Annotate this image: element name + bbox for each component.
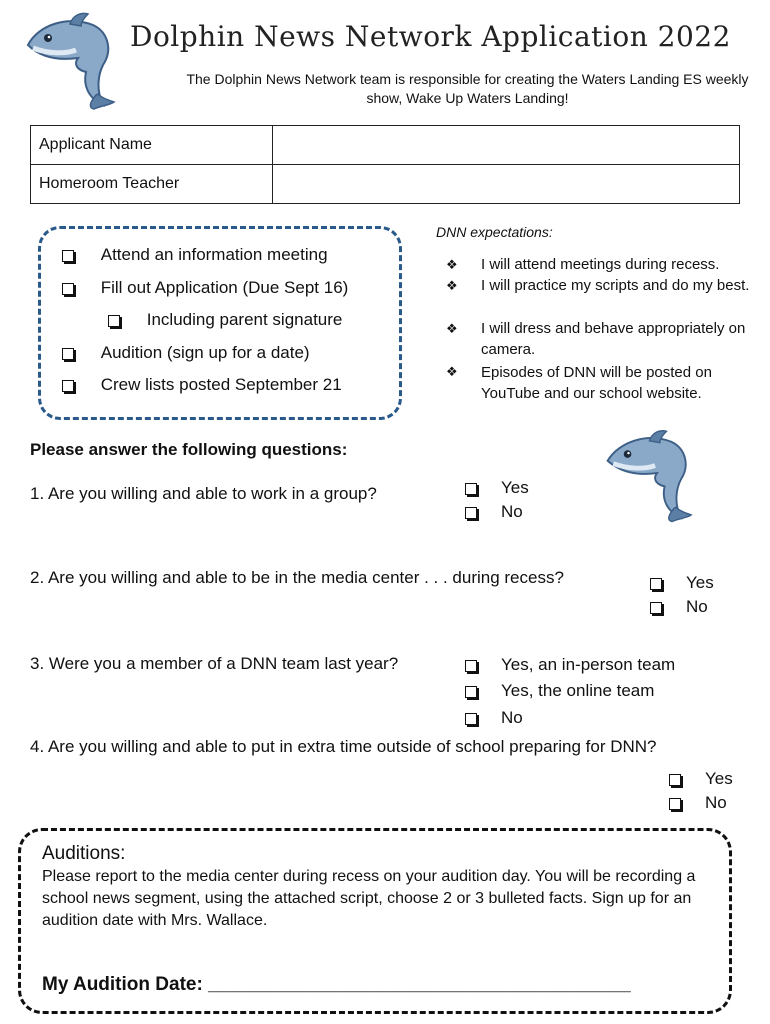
diamond-bullet-icon: ❖ xyxy=(446,364,458,379)
applicant-name-field[interactable] xyxy=(273,126,740,165)
checklist-label: Fill out Application (Due Sept 16) xyxy=(100,278,349,297)
question-4: 4. Are you willing and able to put in extra time outside of school preparing for DNN? xyxy=(30,737,657,756)
checkbox-icon[interactable] xyxy=(62,380,74,392)
expectation-item: I will practice my scripts and do my best. xyxy=(481,277,750,294)
checkbox-icon[interactable] xyxy=(669,774,681,786)
checkbox-icon[interactable] xyxy=(465,507,477,519)
option-label: No xyxy=(705,793,727,812)
checkbox-icon[interactable] xyxy=(669,798,681,810)
auditions-title: Auditions: xyxy=(42,843,126,864)
diamond-bullet-icon: ❖ xyxy=(446,278,458,293)
option-item xyxy=(465,655,675,675)
checkbox-icon[interactable] xyxy=(62,250,74,262)
checkbox-icon[interactable] xyxy=(465,713,477,725)
homeroom-teacher-label: Homeroom Teacher xyxy=(31,165,273,204)
checklist-label: Audition (sign up for a date) xyxy=(100,343,310,362)
homeroom-teacher-field[interactable] xyxy=(273,165,740,204)
option-label: Yes xyxy=(705,769,733,788)
option-item xyxy=(465,681,654,701)
option-label: No xyxy=(686,597,708,616)
auditions-text: Please report to the media center during recess on your audition day. You will be recording a school news segment, using the attached script, choose 2 or 3 bulleted facts. Sign up for an audition date with Mrs. Wallace. xyxy=(42,868,696,929)
page-subtitle: The Dolphin News Network team is responsible for creating the Waters Landing ES weekly show, Wake Up Waters Landing! xyxy=(186,71,749,106)
expectation-item: Episodes of DNN will be posted on YouTube and our school website. xyxy=(481,364,712,402)
option-label: No xyxy=(501,708,523,727)
question-1: 1. Are you willing and able to work in a group? xyxy=(30,484,377,503)
checkbox-icon[interactable] xyxy=(465,660,477,672)
expectations-heading: DNN expectations: xyxy=(436,224,553,240)
option-item xyxy=(669,793,727,813)
dolphin-illustration-icon xyxy=(600,425,695,525)
dolphin-logo-icon xyxy=(18,10,118,110)
checklist-label: Attend an information meeting xyxy=(100,245,328,264)
option-item xyxy=(650,597,708,617)
questions-heading: Please answer the following questions: xyxy=(30,440,348,459)
checkbox-icon[interactable] xyxy=(62,348,74,360)
checklist-item xyxy=(62,375,342,395)
applicant-info-table xyxy=(30,125,740,204)
question-2: 2. Are you willing and able to be in the media center . . . during recess? xyxy=(30,568,564,587)
option-label: Yes xyxy=(686,573,714,592)
checklist-item xyxy=(62,245,328,265)
checkbox-icon[interactable] xyxy=(465,483,477,495)
option-label: Yes, an in-person team xyxy=(501,655,676,674)
option-item xyxy=(465,708,523,728)
checklist-label: Including parent signature xyxy=(146,310,343,329)
diamond-bullet-icon: ❖ xyxy=(446,257,458,272)
option-item xyxy=(669,769,733,789)
question-3: 3. Were you a member of a DNN team last year? xyxy=(30,654,399,673)
checklist-item xyxy=(62,278,348,298)
option-label: No xyxy=(501,502,523,521)
audition-date-field[interactable]: My Audition Date: ________________________________________ xyxy=(42,974,631,995)
checkbox-icon[interactable] xyxy=(108,315,120,327)
expectation-item: I will attend meetings during recess. xyxy=(481,256,720,273)
checklist-item xyxy=(62,343,310,363)
checkbox-icon[interactable] xyxy=(62,283,74,295)
option-item xyxy=(650,573,714,593)
diamond-bullet-icon: ❖ xyxy=(446,321,458,336)
page-title: Dolphin News Network Application 2022 xyxy=(130,20,731,53)
option-label: Yes, the online team xyxy=(501,681,655,700)
checkbox-icon[interactable] xyxy=(650,602,662,614)
checkbox-icon[interactable] xyxy=(650,578,662,590)
checklist-item xyxy=(108,310,342,330)
option-item xyxy=(465,478,529,498)
option-label: Yes xyxy=(501,478,529,497)
expectation-item: I will dress and behave appropriately on camera. xyxy=(481,320,746,358)
applicant-name-label: Applicant Name xyxy=(31,126,273,165)
option-item xyxy=(465,502,523,522)
checklist-label: Crew lists posted September 21 xyxy=(100,375,342,394)
checkbox-icon[interactable] xyxy=(465,686,477,698)
